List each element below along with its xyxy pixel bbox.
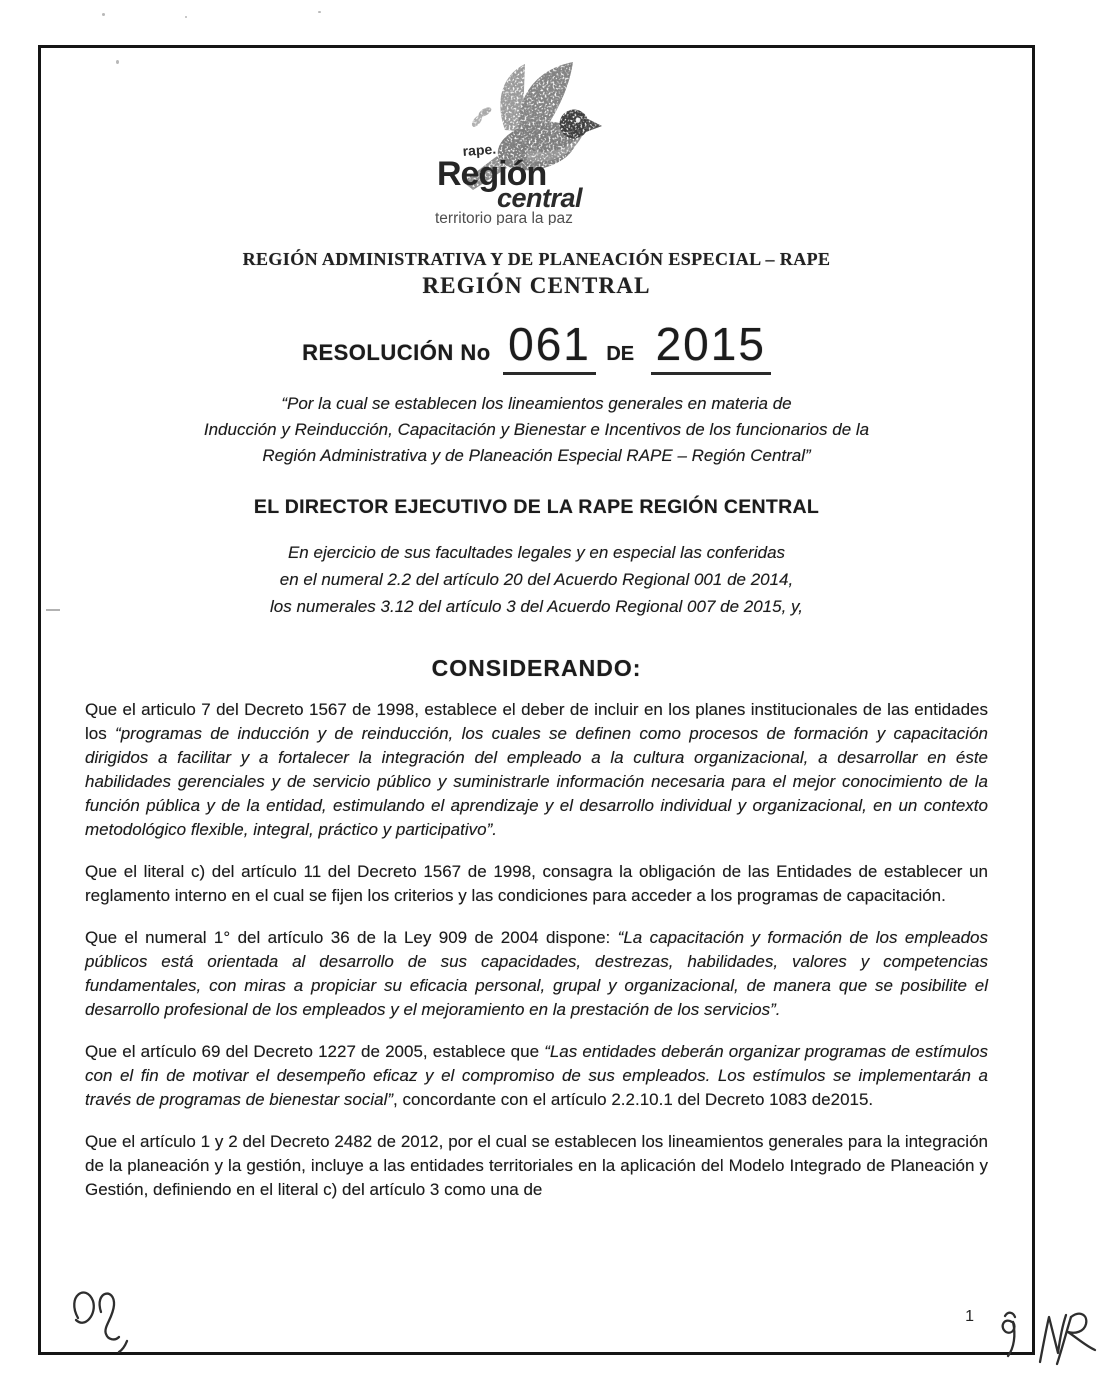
considerando-paragraph-3 (85, 926, 988, 1022)
paragraph-segment: “Las entidades deberán organizar programas de estímulos con el fin de motivar el desempeño eficaz y el compromiso de sus empleados. Los estímulos se implementarán a través de programas de bienestar social” (85, 1042, 989, 1109)
powers-line-2: en el numeral 2.2 del artículo 20 del Acuerdo Regional 001 de 2014, (279, 570, 794, 589)
logo-tagline: territorio para la paz (434, 210, 573, 225)
legal-powers (85, 539, 988, 620)
page-number: 1 (965, 1308, 974, 1325)
resolution-label: RESOLUCIÓN No (302, 340, 491, 365)
logo-brand-region: Región (436, 155, 546, 193)
handwritten-initials-bottom-right (1040, 1314, 1095, 1364)
document-content (41, 60, 1032, 1364)
powers-line-1: En ejercicio de sus facultades legales y en especial las conferidas (287, 543, 786, 562)
considerando-paragraph-4 (85, 1040, 988, 1112)
logo-region-central (377, 60, 697, 225)
scan-speck (318, 11, 321, 13)
considerando-paragraph-1 (85, 698, 988, 842)
scan-speck (185, 16, 187, 18)
paragraph-segment: “La capacitación y formación de los empleados públicos está orientada al desarrollo de sus capacidades, destrezas, habilidades, valores y competencias fundamentales, con miras a propiciar su eficacia personal, grupal y organizacional, de manera que se posibilite el desarrollo profesional de los empleados y el mejoramiento en la prestación de los servicios”. (85, 928, 988, 1019)
paragraph-segment: “programas de inducción y de reinducción, los cuales se definen como procesos de formación y capacitación dirigidos a facilitar y a fortalecer la integración del empleado a la cultura organizacional, a desarrollar en éste habilidades gerenciales y de servicio público y suministrarle información necesaria para el mejor conocimiento de la función pública y de la entidad, estimulando el aprendizaje y el desarrollo individual y organizacional, en un contexto metodológico flexible, integral, práctico y participativo”. (85, 724, 988, 839)
paragraph-segment: Que el numeral 1° del artículo 36 de la Ley 909 de 2004 dispone: (85, 928, 618, 947)
resolution-title (85, 318, 988, 370)
resolution-number: 061 (503, 318, 596, 375)
considerando-paragraph-2 (85, 860, 988, 908)
powers-line-3: los numerales 3.12 del artículo 3 del Acuerdo Regional 007 de 2015, y, (269, 597, 803, 616)
resolution-de: DE (606, 343, 635, 365)
org-name-line1: REGIÓN ADMINISTRATIVA Y DE PLANEACIÓN ESPECIAL – RAPE (242, 249, 831, 269)
paragraph-segment: Que el literal c) del artículo 11 del Decreto 1567 de 1998, consagra la obligación de las Entidades de establecer un reglamento interno en el cual se fijen los criterios y las condiciones para acceder a los programas de capacitación. (85, 862, 988, 905)
considerando-heading: CONSIDERANDO: (431, 655, 642, 681)
considerando-paragraph-5 (85, 1130, 988, 1202)
paragraph-segment: , concordante con el artículo 2.2.10.1 del Decreto 1083 de2015. (393, 1090, 874, 1109)
paragraph-segment: Que el artículo 69 del Decreto 1227 de 2005, establece que (85, 1042, 545, 1061)
logo-brand-prefix: rape. (461, 140, 497, 159)
paragraph-segment: Que el articulo 7 del Decreto 1567 de 1998, establece el deber de incluir en los planes institucionales de las entidades los (85, 700, 988, 743)
issuer-title: EL DIRECTOR EJECUTIVO DE LA RAPE REGIÓN CENTRAL (253, 496, 820, 518)
subject-line-3: Región Administrativa y de Planeación Especial RAPE – Región Central” (262, 446, 811, 465)
org-name-line2: REGIÓN CENTRAL (422, 273, 651, 298)
subject-line-2: Inducción y Reinducción, Capacitación y Bienestar e Incentivos de los funcionarios de la (203, 420, 870, 439)
page-border-frame (38, 45, 1035, 1355)
logo-brand-central: central (496, 183, 582, 213)
subject-line-1: “Por la cual se establecen los lineamientos generales en materia de (281, 394, 792, 413)
resolution-year: 2015 (651, 318, 771, 375)
subject-quote (85, 391, 988, 469)
logo-graphic (377, 60, 697, 225)
paragraph-segment: Que el artículo 1 y 2 del Decreto 2482 de 2012, por el cual se establecen los lineamientos generales para la integración de la planeación y la gestión, incluye a las entidades territoriales en la aplicación del Modelo Integrado de Planeación y Gestión, definiendo en el literal c) del artículo 3 como una de (85, 1132, 988, 1199)
scan-speck (102, 13, 105, 16)
